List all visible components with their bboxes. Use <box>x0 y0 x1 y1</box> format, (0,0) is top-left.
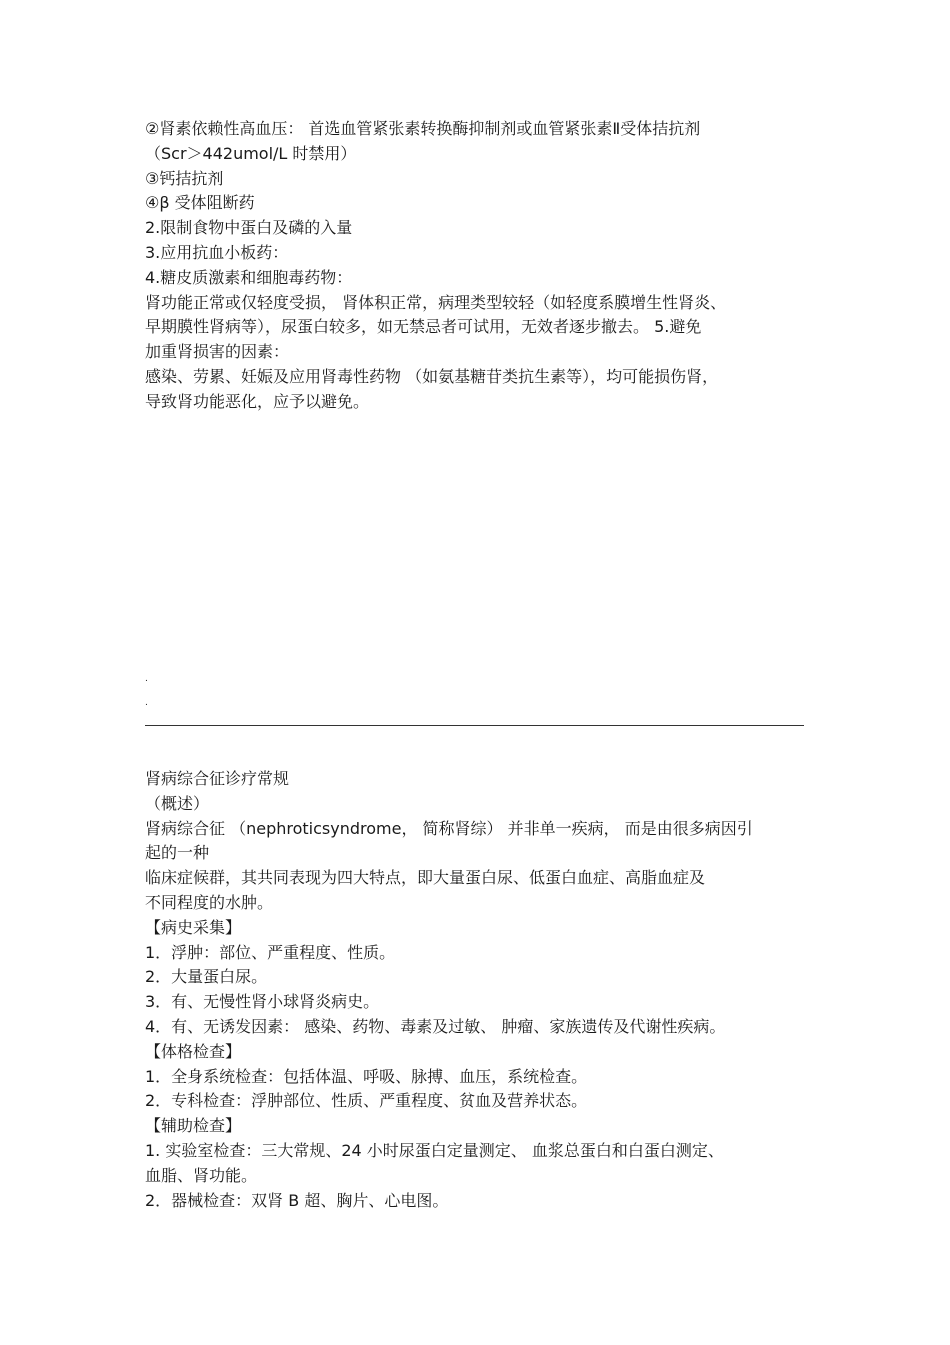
text-line: ④β 受体阻断药 <box>145 193 255 213</box>
section-title: 肾病综合征诊疗常规 <box>145 769 290 788</box>
text-line: 2.限制食物中蛋白及磷的入量 <box>145 218 353 238</box>
text-line: 加重肾损害的因素： <box>145 342 290 362</box>
text-line: 不同程度的水肿。 <box>145 892 274 912</box>
text-line: （Scr＞442umol/L 时禁用） <box>145 143 357 163</box>
text-line: 2．器械检查：双肾 B 超、胸片、心电图。 <box>145 1190 449 1210</box>
text-line: 起的一种 <box>145 843 210 863</box>
text-line: 导致肾功能恶化，应予以避免。 <box>145 391 370 411</box>
page-dot-mark: . <box>145 674 148 684</box>
section-heading: 【病史采集】 <box>145 917 242 937</box>
bottom-text-block <box>145 767 815 1213</box>
text-line: 血脂、肾功能。 <box>145 1165 258 1185</box>
text-line: 2．专科检查：浮肿部位、性质、严重程度、贫血及营养状态。 <box>145 1091 588 1111</box>
text-line: 早期膜性肾病等），尿蛋白较多，如无禁忌者可试用，无效者逐步撤去。 5.避免 <box>145 317 702 337</box>
text-line: 感染、劳累、妊娠及应用肾毒性药物 （如氨基糖苷类抗生素等），均可能损伤肾， <box>145 366 719 386</box>
text-line: 3．有、无慢性肾小球肾炎病史。 <box>145 992 380 1012</box>
text-line: 4．有、无诱发因素： 感染、药物、毒素及过敏、 肿瘤、家族遗传及代谢性疾病。 <box>145 1016 726 1036</box>
text-line: 1. 实验室检查：三大常规、24 小时尿蛋白定量测定、 血浆总蛋白和白蛋白测定、 <box>145 1140 724 1160</box>
top-text-block <box>145 117 815 415</box>
text-line: 肾病综合征 （nephroticsyndrome， 简称肾综） 并非单一疾病， 而是由很多病因引 <box>145 818 753 838</box>
page-divider <box>145 725 804 726</box>
text-line: 4.糖皮质激素和细胞毒药物： <box>145 267 353 287</box>
section-heading: 【辅助检查】 <box>145 1116 242 1136</box>
text-line: 1．全身系统检查：包括体温、呼吸、脉搏、血压，系统检查。 <box>145 1066 588 1086</box>
text-line: 3.应用抗血小板药： <box>145 242 289 262</box>
page-dot-mark: . <box>145 698 148 708</box>
text-line: 临床症候群，其共同表现为四大特点，即大量蛋白尿、低蛋白血症、高脂血症及 <box>145 868 706 888</box>
text-line: 1．浮肿：部位、严重程度、性质。 <box>145 942 396 962</box>
text-line: 2．大量蛋白尿。 <box>145 967 268 987</box>
text-line: ②肾素依赖性高血压： 首选血管紧张素转换酶抑制剂或血管紧张素Ⅱ受体拮抗剂 <box>145 119 701 138</box>
text-line: （概述） <box>145 793 210 813</box>
text-line: 肾功能正常或仅轻度受损， 肾体积正常，病理类型较轻（如轻度系膜增生性肾炎、 <box>145 292 727 312</box>
section-heading: 【体格检查】 <box>145 1041 242 1061</box>
text-line: ③钙拮抗剂 <box>145 168 224 188</box>
